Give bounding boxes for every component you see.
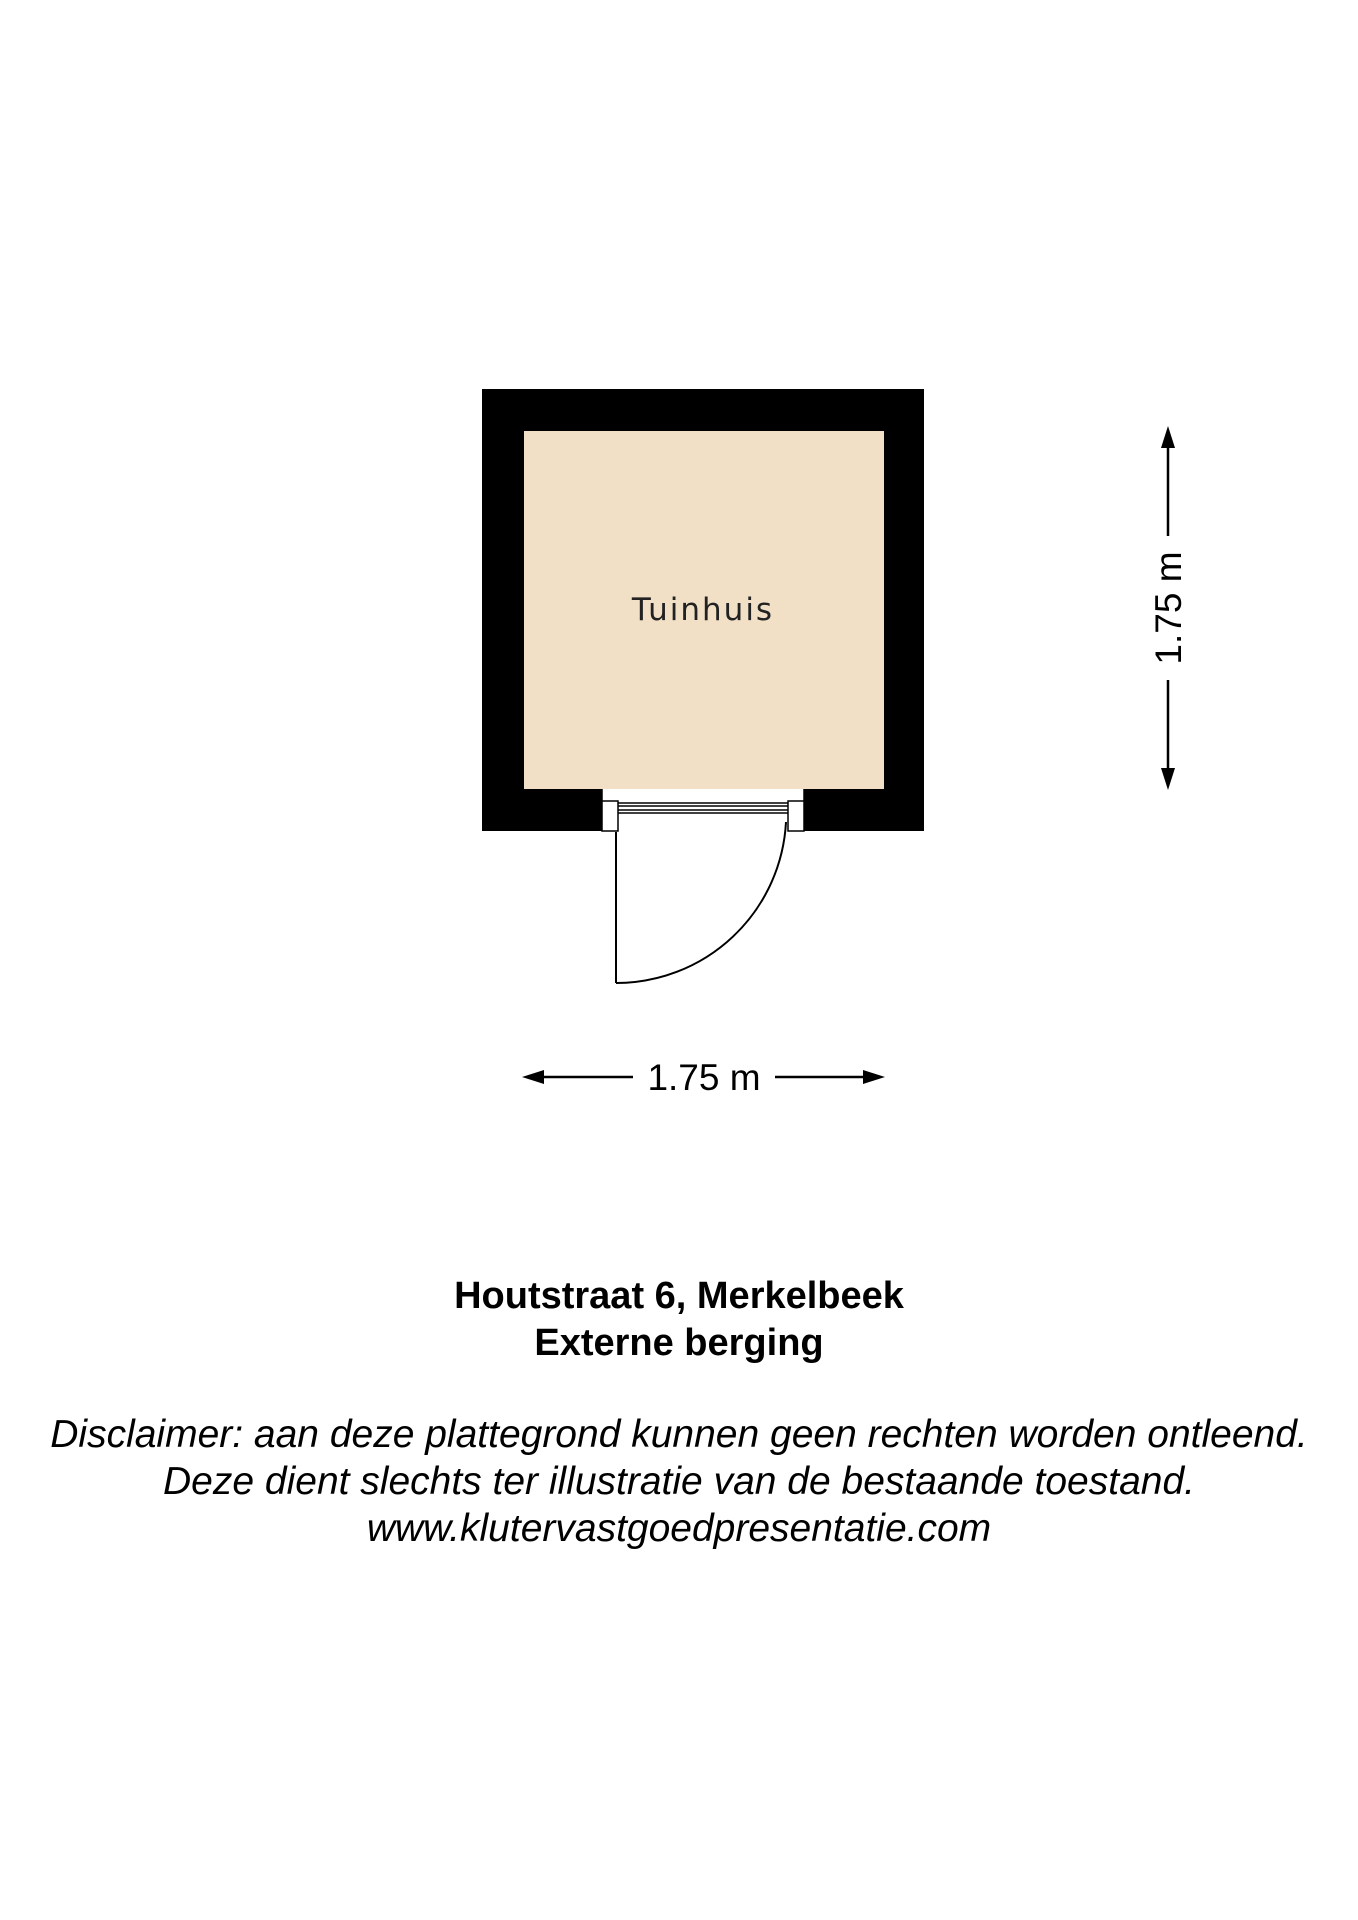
disclaimer-line-1: Disclaimer: aan deze plattegrond kunnen geen rechten worden ontleend. [50,1413,1308,1456]
door-swing [616,822,786,983]
website-url: www.klutervastgoedpresentatie.com [366,1507,992,1550]
plan-subtitle: Externe berging [534,1322,824,1364]
depth-dimension-label: 1.75 m [1148,551,1189,665]
room-label: Tuinhuis [631,592,775,628]
width-dimension-label: 1.75 m [647,1057,761,1098]
address-title: Houtstraat 6, Merkelbeek [454,1275,904,1317]
disclaimer-line-2: Deze dient slechts ter illustratie van de bestaande toestand. [163,1460,1195,1503]
